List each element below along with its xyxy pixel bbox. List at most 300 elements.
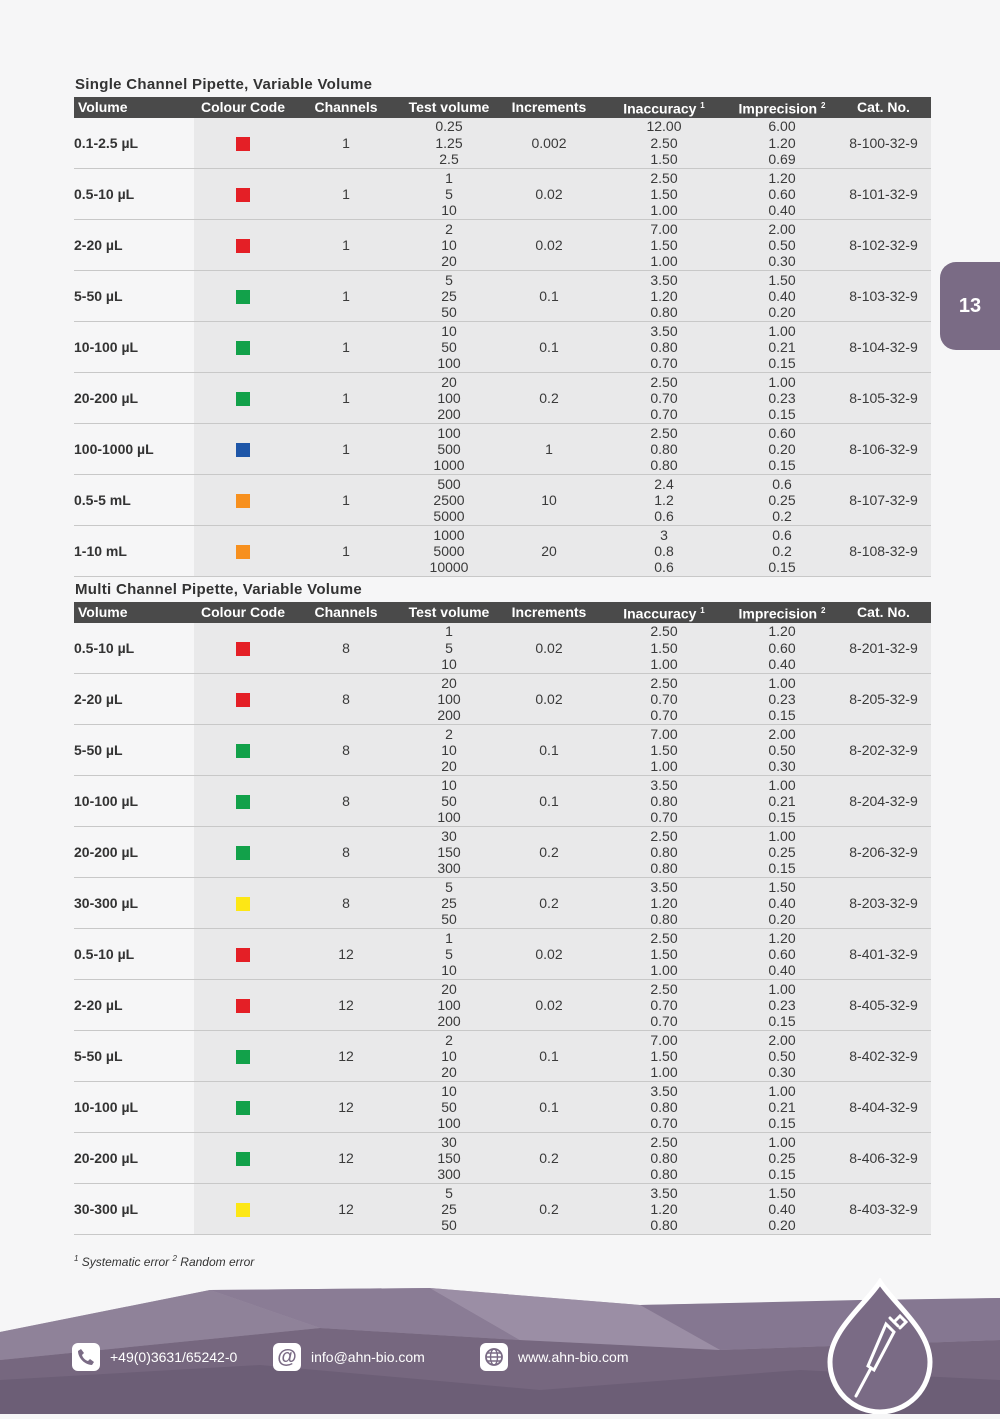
test-volume-cell-value: 10 bbox=[441, 776, 457, 793]
volume-cell: 0.5-10 µL bbox=[74, 169, 194, 220]
multi-channel-table bbox=[74, 602, 931, 1235]
inaccuracy-cell-value: 1.50 bbox=[650, 639, 678, 656]
increments-cell: 0.02 bbox=[498, 674, 600, 725]
colour-swatch bbox=[236, 744, 250, 758]
inaccuracy-cell bbox=[600, 776, 728, 827]
channels-cell: 8 bbox=[292, 827, 400, 878]
inaccuracy-cell bbox=[600, 725, 728, 776]
imprecision-cell bbox=[728, 1082, 836, 1133]
test-volume-cell-value: 1 bbox=[445, 623, 453, 640]
imprecision-cell-value: 0.15 bbox=[768, 1115, 796, 1132]
test-volume-cell bbox=[400, 1184, 498, 1235]
colour-code-cell bbox=[194, 980, 292, 1031]
imprecision-cell-value: 1.50 bbox=[768, 271, 796, 288]
increments-cell: 20 bbox=[498, 526, 600, 577]
test-volume-cell-value: 10 bbox=[441, 322, 457, 339]
inaccuracy-cell-value: 3.50 bbox=[650, 1082, 678, 1099]
page-number: 13 bbox=[958, 294, 982, 317]
test-volume-cell-value: 100 bbox=[437, 809, 461, 826]
channels-cell: 1 bbox=[292, 526, 400, 577]
colour-code-cell bbox=[194, 526, 292, 577]
inaccuracy-cell-value: 0.80 bbox=[650, 457, 678, 474]
increments-cell: 0.02 bbox=[498, 980, 600, 1031]
channels-cell: 12 bbox=[292, 980, 400, 1031]
increments-cell: 0.02 bbox=[498, 169, 600, 220]
inaccuracy-cell bbox=[600, 1031, 728, 1082]
volume-cell: 20-200 µL bbox=[74, 373, 194, 424]
imprecision-cell-value: 1.00 bbox=[768, 776, 796, 793]
imprecision-header bbox=[728, 602, 836, 623]
imprecision-cell bbox=[728, 1133, 836, 1184]
footnote-sup-1: 1 bbox=[74, 1254, 79, 1263]
imprecision-cell bbox=[728, 674, 836, 725]
inaccuracy-cell-value: 2.50 bbox=[650, 1133, 678, 1150]
table-row bbox=[74, 725, 931, 776]
test-volume-cell-value: 2 bbox=[445, 1031, 453, 1048]
test-volume-cell bbox=[400, 373, 498, 424]
colour-swatch bbox=[236, 443, 250, 457]
inaccuracy-cell-value: 1.50 bbox=[650, 185, 678, 202]
test-volume-cell-value: 50 bbox=[441, 338, 457, 355]
cat-no-cell: 8-107-32-9 bbox=[836, 475, 931, 526]
increments-cell: 0.2 bbox=[498, 827, 600, 878]
test-volume-cell-value: 10 bbox=[441, 236, 457, 253]
test-volume-cell-value: 1000 bbox=[433, 457, 465, 474]
inaccuracy-header-label: Inaccuracy bbox=[623, 605, 697, 622]
inaccuracy-cell-value: 0.80 bbox=[650, 911, 678, 928]
inaccuracy-cell-value: 2.50 bbox=[650, 827, 678, 844]
inaccuracy-cell-value: 0.80 bbox=[650, 338, 678, 355]
channels-header bbox=[292, 97, 400, 118]
test-volume-cell-value: 100 bbox=[437, 355, 461, 372]
test-volume-cell-value: 50 bbox=[441, 792, 457, 809]
channels-cell: 8 bbox=[292, 674, 400, 725]
volume-header bbox=[74, 97, 194, 118]
imprecision-cell-value: 0.15 bbox=[768, 355, 796, 372]
test-volume-cell-value: 300 bbox=[437, 1166, 461, 1183]
test-volume-cell bbox=[400, 776, 498, 827]
channels-cell: 8 bbox=[292, 623, 400, 674]
imprecision-cell bbox=[728, 776, 836, 827]
imprecision-cell bbox=[728, 1184, 836, 1235]
test-volume-cell bbox=[400, 1082, 498, 1133]
test-volume-cell bbox=[400, 725, 498, 776]
colour-swatch bbox=[236, 188, 250, 202]
test-volume-cell-value: 5000 bbox=[433, 508, 465, 525]
colour-swatch bbox=[236, 948, 250, 962]
imprecision-cell-value: 1.20 bbox=[768, 929, 796, 946]
test-volume-cell-value: 100 bbox=[437, 690, 461, 707]
table-row bbox=[74, 118, 931, 169]
inaccuracy-cell bbox=[600, 373, 728, 424]
imprecision-cell bbox=[728, 271, 836, 322]
table-row bbox=[74, 526, 931, 577]
test-volume-cell-value: 500 bbox=[437, 475, 461, 492]
table-row bbox=[74, 929, 931, 980]
imprecision-cell bbox=[728, 725, 836, 776]
test-volume-cell-value: 100 bbox=[437, 389, 461, 406]
imprecision-cell-value: 0.15 bbox=[768, 1166, 796, 1183]
colour-code-cell bbox=[194, 1133, 292, 1184]
test-volume-cell-value: 10 bbox=[441, 962, 457, 979]
colour-code-cell bbox=[194, 1031, 292, 1082]
imprecision-cell-value: 0.15 bbox=[768, 559, 796, 576]
phone-icon bbox=[72, 1343, 100, 1371]
test-volume-cell-value: 100 bbox=[437, 996, 461, 1013]
imprecision-cell-value: 2.00 bbox=[768, 220, 796, 237]
volume-cell: 30-300 µL bbox=[74, 1184, 194, 1235]
inaccuracy-header-footnote-mark: 1 bbox=[700, 606, 705, 615]
inaccuracy-cell bbox=[600, 1133, 728, 1184]
inaccuracy-cell-value: 2.4 bbox=[654, 475, 674, 492]
volume-cell: 10-100 µL bbox=[74, 1082, 194, 1133]
table-row bbox=[74, 1184, 931, 1235]
inaccuracy-cell bbox=[600, 1082, 728, 1133]
increments-header bbox=[498, 97, 600, 118]
inaccuracy-cell bbox=[600, 118, 728, 169]
test-volume-cell-value: 1 bbox=[445, 169, 453, 186]
imprecision-cell bbox=[728, 827, 836, 878]
inaccuracy-cell bbox=[600, 827, 728, 878]
colour-swatch bbox=[236, 239, 250, 253]
inaccuracy-cell-value: 7.00 bbox=[650, 725, 678, 742]
volume-cell: 2-20 µL bbox=[74, 220, 194, 271]
inaccuracy-cell-value: 1.00 bbox=[650, 962, 678, 979]
increments-cell: 0.002 bbox=[498, 118, 600, 169]
cat-no-cell: 8-206-32-9 bbox=[836, 827, 931, 878]
imprecision-cell-value: 0.30 bbox=[768, 1064, 796, 1081]
imprecision-header-footnote-mark: 2 bbox=[821, 101, 826, 110]
colour-code-cell bbox=[194, 878, 292, 929]
inaccuracy-cell-value: 0.70 bbox=[650, 1013, 678, 1030]
colour-code-cell bbox=[194, 169, 292, 220]
test-volume-cell-value: 500 bbox=[437, 440, 461, 457]
table-row bbox=[74, 1133, 931, 1184]
increments-cell: 0.02 bbox=[498, 929, 600, 980]
volume-header-label: Volume bbox=[78, 604, 128, 621]
inaccuracy-cell-value: 1.50 bbox=[650, 236, 678, 253]
inaccuracy-cell-value: 12.00 bbox=[646, 118, 682, 135]
test-volume-cell bbox=[400, 878, 498, 929]
colour-code-cell bbox=[194, 220, 292, 271]
test-volume-cell-value: 300 bbox=[437, 860, 461, 877]
imprecision-cell-value: 0.40 bbox=[768, 962, 796, 979]
test-volume-cell bbox=[400, 929, 498, 980]
inaccuracy-cell-value: 1.50 bbox=[650, 1047, 678, 1064]
test-volume-cell-value: 150 bbox=[437, 843, 461, 860]
imprecision-cell-value: 1.20 bbox=[768, 169, 796, 186]
imprecision-cell bbox=[728, 220, 836, 271]
test-volume-cell-value: 200 bbox=[437, 406, 461, 423]
imprecision-cell-value: 6.00 bbox=[768, 118, 796, 135]
test-volume-cell-value: 25 bbox=[441, 894, 457, 911]
inaccuracy-cell-value: 0.70 bbox=[650, 406, 678, 423]
imprecision-cell-value: 0.50 bbox=[768, 1047, 796, 1064]
inaccuracy-cell-value: 0.80 bbox=[650, 843, 678, 860]
channels-cell: 1 bbox=[292, 271, 400, 322]
inaccuracy-cell-value: 3.50 bbox=[650, 878, 678, 895]
channels-cell: 1 bbox=[292, 169, 400, 220]
imprecision-cell-value: 0.69 bbox=[768, 151, 796, 168]
test-volume-header-label: Test volume bbox=[408, 99, 490, 116]
channels-cell: 8 bbox=[292, 725, 400, 776]
globe-icon bbox=[480, 1343, 508, 1371]
imprecision-cell-value: 1.00 bbox=[768, 322, 796, 339]
table-row bbox=[74, 1031, 931, 1082]
table-row bbox=[74, 220, 931, 271]
inaccuracy-cell-value: 1.20 bbox=[650, 894, 678, 911]
increments-cell: 0.1 bbox=[498, 322, 600, 373]
inaccuracy-cell-value: 7.00 bbox=[650, 1031, 678, 1048]
imprecision-cell-value: 0.6 bbox=[772, 475, 792, 492]
test-volume-cell-value: 20 bbox=[441, 373, 457, 390]
imprecision-cell-value: 0.21 bbox=[768, 792, 796, 809]
inaccuracy-cell-value: 3.50 bbox=[650, 271, 678, 288]
imprecision-cell-value: 0.25 bbox=[768, 843, 796, 860]
header-row bbox=[74, 97, 931, 118]
test-volume-cell-value: 50 bbox=[441, 304, 457, 321]
colour-code-cell bbox=[194, 424, 292, 475]
imprecision-cell-value: 2.00 bbox=[768, 1031, 796, 1048]
test-volume-cell bbox=[400, 827, 498, 878]
volume-cell: 0.1-2.5 µL bbox=[74, 118, 194, 169]
inaccuracy-cell-value: 1.00 bbox=[650, 656, 678, 673]
imprecision-cell-value: 1.00 bbox=[768, 373, 796, 390]
increments-cell: 1 bbox=[498, 424, 600, 475]
test-volume-cell bbox=[400, 526, 498, 577]
inaccuracy-cell-value: 0.80 bbox=[650, 1149, 678, 1166]
colour-swatch bbox=[236, 642, 250, 656]
inaccuracy-cell-value: 0.80 bbox=[650, 304, 678, 321]
imprecision-cell-value: 0.2 bbox=[772, 542, 792, 559]
channels-cell: 1 bbox=[292, 220, 400, 271]
inaccuracy-cell-value: 0.70 bbox=[650, 355, 678, 372]
single-channel-table bbox=[74, 97, 931, 577]
colour-code-cell bbox=[194, 271, 292, 322]
inaccuracy-cell-value: 1.20 bbox=[650, 287, 678, 304]
inaccuracy-cell-value: 1.50 bbox=[650, 945, 678, 962]
test-volume-cell-value: 10 bbox=[441, 1082, 457, 1099]
inaccuracy-cell bbox=[600, 674, 728, 725]
imprecision-cell-value: 0.30 bbox=[768, 758, 796, 775]
volume-cell: 10-100 µL bbox=[74, 322, 194, 373]
imprecision-cell-value: 0.23 bbox=[768, 690, 796, 707]
test-volume-cell bbox=[400, 1133, 498, 1184]
test-volume-cell-value: 2500 bbox=[433, 491, 465, 508]
inaccuracy-header-label: Inaccuracy bbox=[623, 100, 697, 117]
inaccuracy-cell-value: 1.20 bbox=[650, 1200, 678, 1217]
test-volume-cell bbox=[400, 322, 498, 373]
colour-swatch bbox=[236, 341, 250, 355]
imprecision-cell bbox=[728, 1031, 836, 1082]
test-volume-cell-value: 1 bbox=[445, 929, 453, 946]
table-row bbox=[74, 674, 931, 725]
imprecision-cell-value: 0.2 bbox=[772, 508, 792, 525]
colour-code-cell bbox=[194, 118, 292, 169]
cat-no-cell: 8-406-32-9 bbox=[836, 1133, 931, 1184]
cat-no-cell: 8-204-32-9 bbox=[836, 776, 931, 827]
channels-cell: 12 bbox=[292, 1031, 400, 1082]
table-row bbox=[74, 271, 931, 322]
test-volume-cell bbox=[400, 475, 498, 526]
cat-no-cell: 8-105-32-9 bbox=[836, 373, 931, 424]
imprecision-cell bbox=[728, 526, 836, 577]
test-volume-cell-value: 1.25 bbox=[435, 134, 463, 151]
volume-cell: 2-20 µL bbox=[74, 980, 194, 1031]
test-volume-cell bbox=[400, 623, 498, 674]
test-volume-cell bbox=[400, 169, 498, 220]
increments-header bbox=[498, 602, 600, 623]
imprecision-cell-value: 0.23 bbox=[768, 389, 796, 406]
inaccuracy-cell-value: 2.50 bbox=[650, 929, 678, 946]
volume-cell: 0.5-10 µL bbox=[74, 929, 194, 980]
colour-swatch bbox=[236, 1050, 250, 1064]
colour-swatch bbox=[236, 494, 250, 508]
test-volume-cell-value: 100 bbox=[437, 1115, 461, 1132]
colour-code-header bbox=[194, 97, 292, 118]
imprecision-header bbox=[728, 97, 836, 118]
colour-code-cell bbox=[194, 475, 292, 526]
colour-code-cell bbox=[194, 776, 292, 827]
test-volume-cell-value: 200 bbox=[437, 707, 461, 724]
inaccuracy-cell bbox=[600, 929, 728, 980]
imprecision-cell-value: 0.20 bbox=[768, 440, 796, 457]
colour-swatch bbox=[236, 1101, 250, 1115]
imprecision-cell bbox=[728, 424, 836, 475]
imprecision-header-label: Imprecision bbox=[738, 100, 818, 117]
channels-cell: 12 bbox=[292, 1133, 400, 1184]
channels-cell: 12 bbox=[292, 1082, 400, 1133]
test-volume-cell-value: 20 bbox=[441, 758, 457, 775]
test-volume-cell-value: 20 bbox=[441, 253, 457, 270]
test-volume-cell bbox=[400, 980, 498, 1031]
colour-code-header-label: Colour Code bbox=[201, 99, 285, 116]
test-volume-cell-value: 50 bbox=[441, 911, 457, 928]
imprecision-header-label: Imprecision bbox=[738, 605, 818, 622]
imprecision-cell-value: 1.00 bbox=[768, 1082, 796, 1099]
channels-header bbox=[292, 602, 400, 623]
colour-code-cell bbox=[194, 322, 292, 373]
inaccuracy-header bbox=[600, 97, 728, 118]
colour-swatch bbox=[236, 693, 250, 707]
cat-no-cell: 8-202-32-9 bbox=[836, 725, 931, 776]
increments-cell: 0.1 bbox=[498, 1082, 600, 1133]
table-row bbox=[74, 1082, 931, 1133]
test-volume-cell bbox=[400, 674, 498, 725]
cat-no-header bbox=[836, 97, 931, 118]
imprecision-cell-value: 0.60 bbox=[768, 424, 796, 441]
inaccuracy-cell-value: 2.50 bbox=[650, 373, 678, 390]
inaccuracy-cell bbox=[600, 526, 728, 577]
colour-swatch bbox=[236, 795, 250, 809]
inaccuracy-cell-value: 2.50 bbox=[650, 134, 678, 151]
cat-no-cell: 8-101-32-9 bbox=[836, 169, 931, 220]
cat-no-cell: 8-106-32-9 bbox=[836, 424, 931, 475]
imprecision-cell-value: 0.20 bbox=[768, 911, 796, 928]
test-volume-cell-value: 10 bbox=[441, 1047, 457, 1064]
imprecision-cell-value: 1.20 bbox=[768, 623, 796, 640]
test-volume-cell-value: 20 bbox=[441, 1064, 457, 1081]
imprecision-cell-value: 0.15 bbox=[768, 860, 796, 877]
test-volume-cell-value: 10000 bbox=[429, 559, 469, 576]
test-volume-cell-value: 5 bbox=[445, 878, 453, 895]
channels-cell: 1 bbox=[292, 118, 400, 169]
channels-cell: 12 bbox=[292, 929, 400, 980]
imprecision-cell-value: 0.6 bbox=[772, 526, 792, 543]
channels-header-label: Channels bbox=[314, 604, 378, 621]
header-row bbox=[74, 602, 931, 623]
inaccuracy-cell-value: 0.80 bbox=[650, 860, 678, 877]
imprecision-cell-value: 1.00 bbox=[768, 674, 796, 691]
inaccuracy-cell bbox=[600, 424, 728, 475]
inaccuracy-cell-value: 0.80 bbox=[650, 440, 678, 457]
test-volume-cell-value: 5000 bbox=[433, 542, 465, 559]
inaccuracy-cell-value: 3 bbox=[660, 526, 668, 543]
imprecision-cell-value: 0.25 bbox=[768, 491, 796, 508]
inaccuracy-cell bbox=[600, 322, 728, 373]
test-volume-cell-value: 5 bbox=[445, 271, 453, 288]
email-address: info@ahn-bio.com bbox=[311, 1349, 425, 1365]
email-contact[interactable] bbox=[273, 1343, 425, 1371]
test-volume-cell-value: 2 bbox=[445, 725, 453, 742]
channels-cell: 8 bbox=[292, 878, 400, 929]
colour-swatch bbox=[236, 897, 250, 911]
inaccuracy-cell-value: 0.6 bbox=[654, 508, 674, 525]
inaccuracy-header bbox=[600, 602, 728, 623]
inaccuracy-cell-value: 1.00 bbox=[650, 202, 678, 219]
colour-swatch bbox=[236, 846, 250, 860]
colour-code-cell bbox=[194, 827, 292, 878]
channels-cell: 1 bbox=[292, 322, 400, 373]
inaccuracy-cell-value: 0.70 bbox=[650, 996, 678, 1013]
colour-code-cell bbox=[194, 623, 292, 674]
channels-cell: 1 bbox=[292, 475, 400, 526]
phone-contact[interactable] bbox=[72, 1343, 237, 1371]
website-contact[interactable] bbox=[480, 1343, 629, 1371]
colour-code-cell bbox=[194, 1082, 292, 1133]
test-volume-cell-value: 10 bbox=[441, 741, 457, 758]
imprecision-header-footnote-mark: 2 bbox=[821, 606, 826, 615]
test-volume-cell-value: 2.5 bbox=[439, 151, 459, 168]
test-volume-cell-value: 25 bbox=[441, 1200, 457, 1217]
test-volume-cell-value: 20 bbox=[441, 674, 457, 691]
volume-cell: 10-100 µL bbox=[74, 776, 194, 827]
test-volume-cell-value: 20 bbox=[441, 980, 457, 997]
imprecision-cell bbox=[728, 623, 836, 674]
test-volume-cell bbox=[400, 271, 498, 322]
footnote-sup-2: 2 bbox=[172, 1254, 177, 1263]
test-volume-cell-value: 150 bbox=[437, 1149, 461, 1166]
imprecision-cell-value: 0.15 bbox=[768, 1013, 796, 1030]
cat-no-cell: 8-203-32-9 bbox=[836, 878, 931, 929]
table-row bbox=[74, 623, 931, 674]
channels-header-label: Channels bbox=[314, 99, 378, 116]
multi-channel-title: Multi Channel Pipette, Variable Volume bbox=[75, 581, 363, 598]
colour-swatch bbox=[236, 137, 250, 151]
imprecision-cell bbox=[728, 980, 836, 1031]
page-number-tab bbox=[940, 262, 1000, 350]
test-volume-cell-value: 5 bbox=[445, 945, 453, 962]
colour-code-cell bbox=[194, 1184, 292, 1235]
imprecision-cell-value: 0.60 bbox=[768, 639, 796, 656]
imprecision-cell-value: 1.20 bbox=[768, 134, 796, 151]
inaccuracy-cell-value: 1.00 bbox=[650, 758, 678, 775]
imprecision-cell-value: 0.40 bbox=[768, 202, 796, 219]
imprecision-cell bbox=[728, 878, 836, 929]
cat-no-cell: 8-104-32-9 bbox=[836, 322, 931, 373]
cat-no-cell: 8-405-32-9 bbox=[836, 980, 931, 1031]
test-volume-cell bbox=[400, 220, 498, 271]
